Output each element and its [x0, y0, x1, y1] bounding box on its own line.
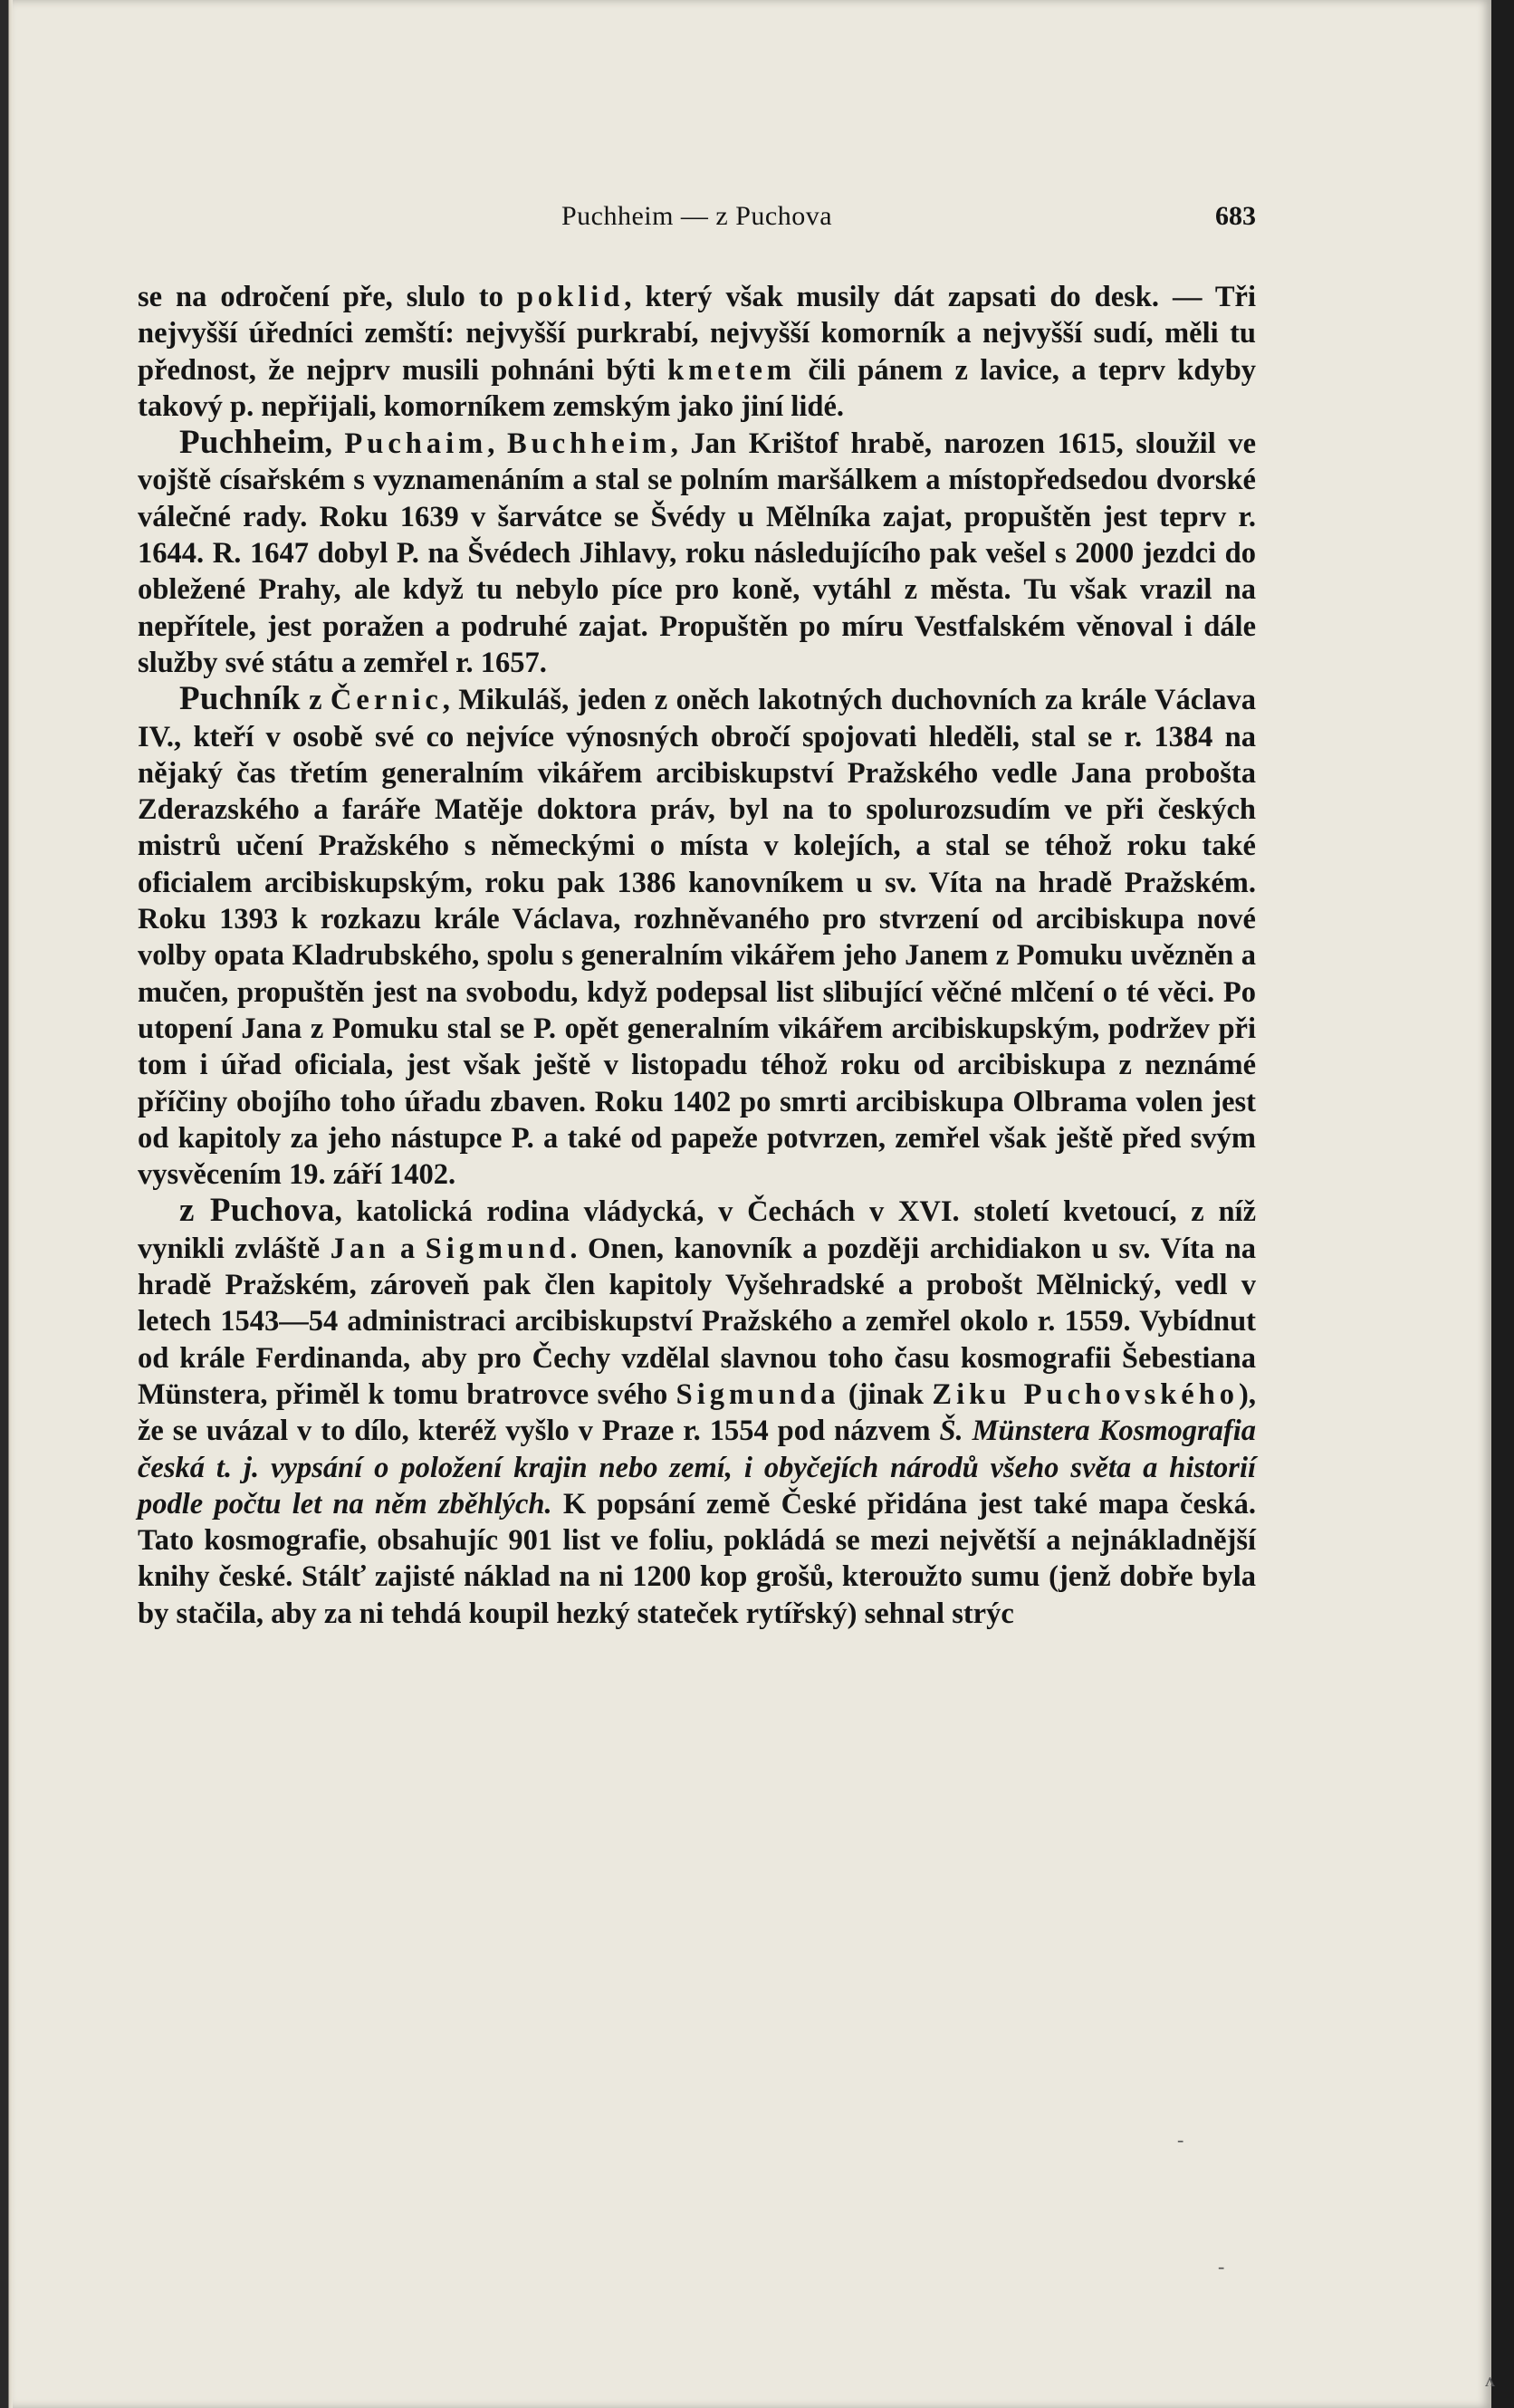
scan-speck: -	[1218, 2255, 1225, 2278]
spaced-term: poklid	[516, 281, 625, 313]
scan-speck: ʌ	[1485, 2368, 1495, 2391]
entry-puchnik: Puchník z Černic, Mikuláš, jeden z oněch lakotných duchovních za krále Václava IV., kteří v osobě své co nejvíce výnosných obročí spojovati hleděli, stal se r. 1384 na nějaký čas třetím generalním vikářem arcibiskupství Pražského vedle Jana proboštа Zderazského a faráře Matěje doktora práv, byl na to spolurozsudím ve při českých mistrů učení Pražského s německými o místa v kolejích, a stal se téhož roku také oficialem arcibiskupským, roku pak 1386 kanovníkem u sv. Víta na hradě Pražském. Roku 1393 k rozkazu krále Václava, rozhněvaného pro stvrzení od arcibiskupa nové volby opata Kladrubského, spolu s generalním vikářem jeho Janem z Pomuku uvězněn a mučen, propuštěn jest na svobodu, když podepsal list slibující věčné mlčení o té věci. Po utopení Jana z Pomuku stal se P. opět generalním vikářem arcibiskupským, podržev při tom i úřad oficiala, jest však ještě v listopadu téhož roku od arcibiskupa z neznámé příčiny obojího toho úřadu zbaven. Roku 1402 po smrti arcibiskupa Olbrama volen jest od kapitoly za jeho nástupce P. a také od papeže potvrzen, zemřel však ještě před svým vysvěcením 19. září 1402.	[138, 680, 1256, 1192]
entry-headword: z Puchova	[179, 1192, 335, 1230]
scan-speck: -	[1177, 2128, 1184, 2151]
page-body	[138, 279, 1256, 1632]
name-variant: Černic	[330, 684, 443, 717]
page-header	[138, 201, 1256, 237]
entry-puchheim: Puchheim, Puchaim, Buchheim, Jan Krištof hrabě, narozen 1615, sloužil ve vojště císařském s vyznamenáním a stal se polním maršálkem a místopředsedou dvorské válečné rady. Roku 1639 v šarvátce se Švédy u Mělníka zajat, propuštěn jest teprv r. 1644. R. 1647 dobyl P. na Švédech Jihlavy, roku následujícího pak vešel s 2000 jezdci do obležené Prahy, ale když tu nebylo píce pro koně, vytáhl z města. Tu však vrazil na nepřítele, jest poražen a podruhé zajat. Propuštěn po míru Vestfalském věnoval i dále služby své státu a zemřel r. 1657.	[138, 424, 1257, 679]
running-head: Puchheim — z Puchova	[561, 201, 833, 231]
name-variant: Puchaim	[344, 427, 488, 461]
person-name: Ziku Puchovského	[932, 1377, 1240, 1411]
book-title: Š. Münstera Kosmografia česká t. j. vypsání o položení krajin nebo zemí, i obyčejích národů všeho světa a historií podle počtu let na něm zběhlých.	[138, 1415, 1256, 1521]
scan-binding-edge	[0, 0, 13, 2408]
entry-headword: Puchheim	[179, 424, 325, 462]
spaced-term: kmetem	[667, 353, 796, 387]
entry-headword: Puchník	[179, 680, 301, 718]
person-name: Jan	[330, 1232, 390, 1265]
name-variant: Buchheim	[506, 427, 671, 461]
person-name: Sigmund	[425, 1232, 570, 1265]
entry-continuation: se na odročení pře, slulo to poklid, který však musily dát zapsati do desk. — Tři nejvyšší úředníci zemští: nejvyšší purkrabí, nejvyšší komorník a nejvyšší sudí, měli tu přednost, že nejprv musili pohnáni býti kmetem čili pánem z lavice, a teprv kdyby takový p. nepřijali, komorníkem zemským jako jiní lidé.	[138, 281, 1257, 423]
entry-z-puchova: z Puchova, katolická rodina vládycká, v Čechách v XVI. století kvetoucí, z níž vynikli zvláště Jan a Sigmund. Onen, kanovník a později archidiakon u sv. Víta na hradě Pražském, zároveň pak člen kapitoly Vyšehradské a probošt Mělnický, vedl v letech 1543—54 administraci arcibiskupství Pražského a zemřel okolo r. 1559. Vybídnut od krále Ferdinanda, aby pro Čechy vzdělal slavnou toho času kosmografii Šebestiana Münstera, přiměl k tomu bratrovce svého Sigmunda (jinak Ziku Puchovského), že se uvázal v to dílo, kteréž vyšlo v Praze r. 1554 pod názvem Š. Münstera Kosmografia česká t. j. vypsání o položení krajin nebo zemí, i obyčejích národů všeho světa a historií podle počtu let na něm zběhlých. K popsání země České přidána jest také mapa česká. Tato kosmografie, obsahujíc 901 list ve foliu, pokládá se mezi největší a nejnákladnější knihy české. Stálť zajisté náklad na ni 1200 kop grošů, kteroužto sumu (jenž dobře byla by stačila, aby za ni tehdá koupil hezký stateček rytířský) sehnal strýc	[138, 1192, 1256, 1630]
person-name: Sigmunda	[676, 1377, 840, 1411]
page-number: 683	[1215, 201, 1256, 231]
